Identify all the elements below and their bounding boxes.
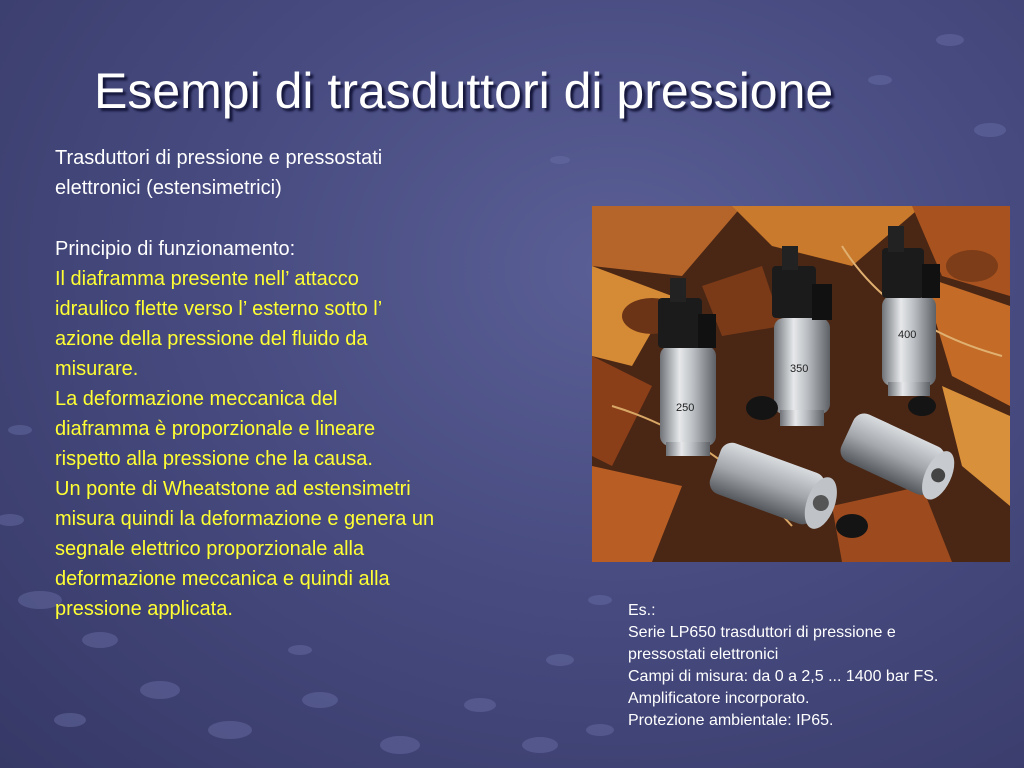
principle-line: deformazione meccanica e quindi alla [55, 568, 390, 590]
principle-line: segnale elettrico proporzionale alla [55, 538, 365, 560]
caption-line: Protezione ambientale: IP65. [628, 712, 834, 729]
transducers-illustration [592, 206, 1010, 562]
principle-line: misura quindi la deformazione e genera un [55, 508, 435, 530]
principle-line: azione della pressione del fluido da [55, 328, 368, 350]
caption-line: Campi di misura: da 0 a 2,5 ... 1400 bar FS. [628, 668, 939, 685]
principle-line: misurare. [55, 358, 139, 380]
photo-label: 350 [790, 363, 809, 375]
slide-title: Esempi di trasduttori di pressione [94, 63, 834, 119]
photo-label: 250 [676, 402, 695, 414]
principle-line: Un ponte di Wheatstone ad estensimetri [55, 478, 411, 500]
intro-line: elettronici (estensimetrici) [55, 177, 282, 199]
photo-label: 400 [898, 329, 917, 341]
caption-line: pressostati elettronici [628, 646, 779, 663]
intro-line: Trasduttori di pressione e pressostati [55, 147, 383, 169]
principle-line: La deformazione meccanica del [55, 388, 338, 410]
principle-line: idraulico flette verso l’ esterno sotto l’ [55, 298, 383, 320]
principle-heading: Principio di funzionamento: [55, 238, 296, 260]
principle-line: pressione applicata. [55, 598, 233, 620]
product-photo [592, 206, 1010, 562]
body-text [55, 143, 555, 624]
caption-line: Serie LP650 trasduttori di pressione e [628, 624, 896, 641]
caption-line: Es.: [628, 602, 656, 619]
example-caption [628, 600, 1020, 732]
principle-line: Il diaframma presente nell’ attacco [55, 268, 359, 290]
principle-line: rispetto alla pressione che la causa. [55, 448, 373, 470]
caption-line: Amplificatore incorporato. [628, 690, 810, 707]
principle-line: diaframma è proporzionale e lineare [55, 418, 376, 440]
